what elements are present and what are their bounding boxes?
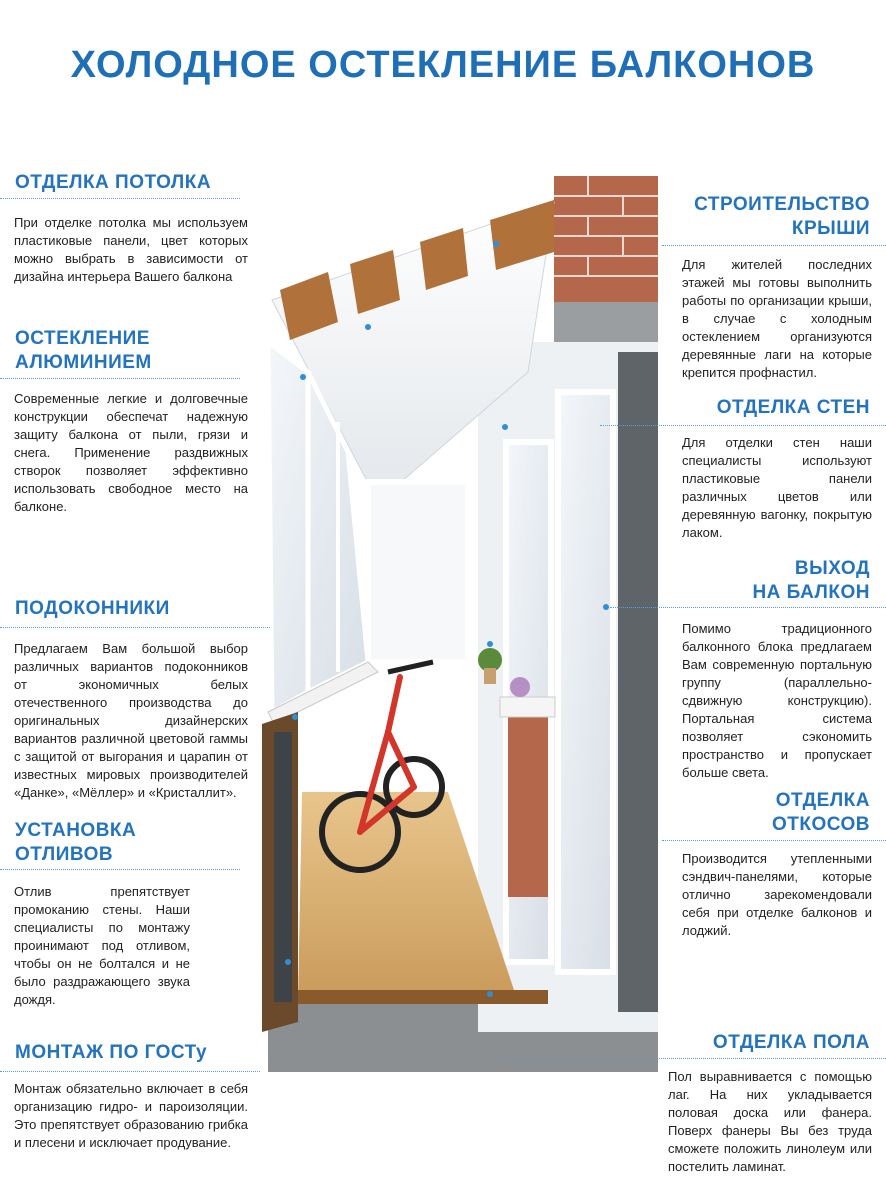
floor-finish-heading: ОТДЕЛКА ПОЛА [712,1032,870,1053]
wall-finish-text: Для отделки стен наши специалисты используют пластиковые панели различных цветов или деревянную вагонку, покрытую лаком. [682,435,872,540]
brick-wall [554,176,658,302]
ceiling-finish-heading: ОТДЕЛКА ПОТОЛКА [15,172,212,193]
balcony-exit-heading: ВЫХОД НА БАЛКОН [752,558,870,603]
drainage-heading: УСТАНОВКА ОТЛИВОВ [15,820,137,865]
floor-finish-text: Пол выравнивается с помощью лаг. На них укладывается половая доска или фанера. Поверх фанеры Вы без труда сможете положить линолеум или постелить ламинат. [668,1069,872,1174]
ceiling-finish-text: При отделке потолка мы используем пластиковые панели, цвет которых можно выбрать в зависимости от дизайна интерьера Вашего балкона [14,215,248,284]
drainage-text: Отлив препятствует промоканию стены. Наши специалисты по монтажу проинимают под отливом, чтобы он не болтался и не было раздражающего звука дождя. [14,884,190,1007]
aluminium-glazing-heading: ОСТЕКЛЕНИЕ АЛЮМИНИЕМ [15,328,152,373]
wall-finish-heading: ОТДЕЛКА СТЕН [716,397,870,418]
gost-mounting-heading: МОНТАЖ ПО ГОСТу [15,1042,208,1063]
slopes-finish-text: Производится утепленными сэндвич-панелями, которые отлично зарекомендовали себя при отделке балконов и лоджий. [682,851,872,938]
page-title: ХОЛОДНОЕ ОСТЕКЛЕНИЕ БАЛКОНОВ [70,44,816,86]
gost-mounting-text: Монтаж обязательно включает в себя организацию гидро- и пароизоляции. Это препятствует образованию грибка и плесени и исключает продувание. [14,1081,248,1150]
aluminium-glazing-text: Современные легкие и долговечные конструкции обеспечат надежную защиту балкона от пыли, грязи и снега. Применение раздвижных створок позволяет эффективно использовать свободное место на балконе. [14,391,248,514]
roof-construction-text: Для жителей последних этажей мы готовы выполнить работы по организации крыши, в случае с холодным остеклением организуются деревянные лаги на которые крепится профнастил. [682,257,872,380]
balcony-illustration [228,172,660,1072]
roof-construction-heading: СТРОИТЕЛЬСТВО КРЫШИ [694,194,870,239]
slopes-finish-heading: ОТДЕЛКА ОТКОСОВ [771,790,870,835]
window-sills-heading: ПОДОКОННИКИ [15,598,170,619]
balcony-exit-text: Помимо традиционного балконного блока предлагаем Вам современную портальную группу (параллельно-сдвижную конструкцию). Портальная система позволяет сэкономить пространство и пропускает больше света. [682,621,872,780]
window-sills-text: Предлагаем Вам большой выбор различных вариантов подоконников от экономичных белых отечественного производства до оригинальных дизайнерских вариантов различной цветовой гаммы с защитой от выгорания и царапин от известных мировых производителей «Данке», «Мёллер» и «Кристаллит». [14,641,248,800]
